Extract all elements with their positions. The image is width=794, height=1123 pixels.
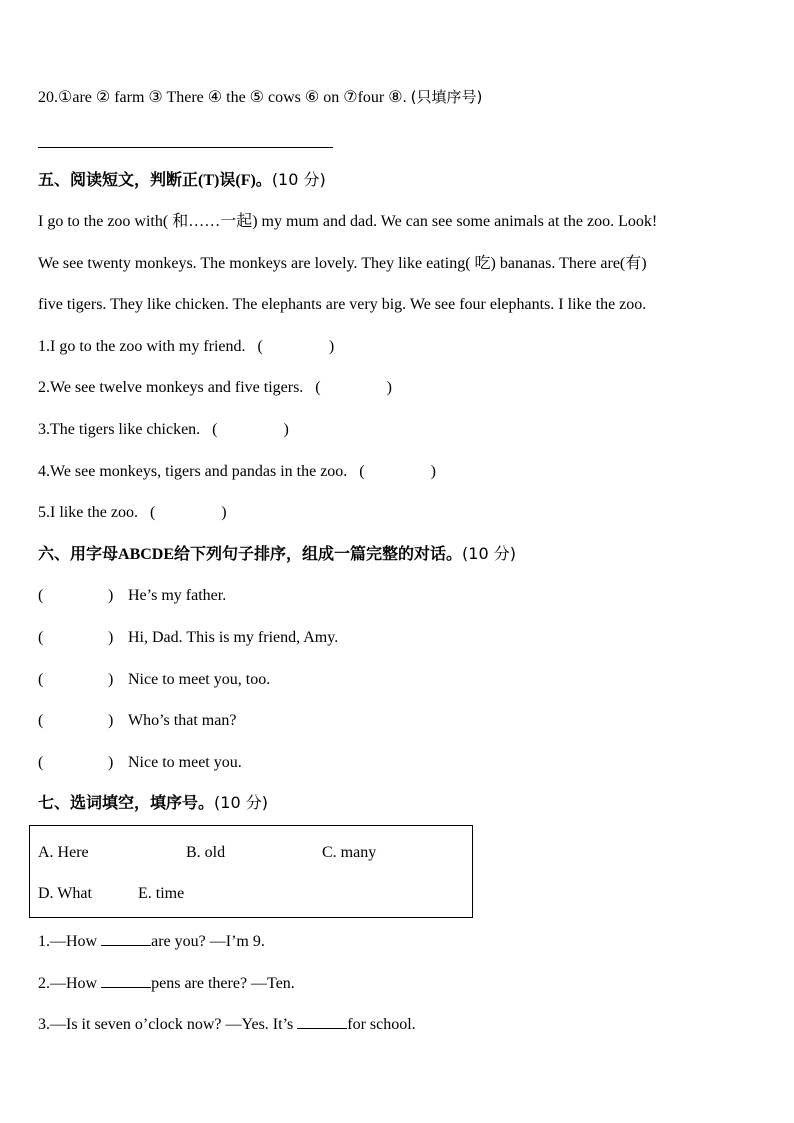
judge-item-3 [38, 420, 289, 440]
section-6-title-abcde: ABCDE [118, 546, 175, 563]
answer-paren-open: ( [315, 379, 321, 396]
judge-item-5 [38, 503, 227, 523]
order-sentence: Who’s that man? [128, 712, 237, 729]
order-paren-close: ) [108, 712, 114, 729]
judge-item-2 [38, 378, 392, 398]
order-row-1 [38, 586, 226, 606]
option-e: E. time [138, 885, 185, 902]
question-20 [38, 87, 482, 108]
answer-paren-close: ) [283, 421, 289, 438]
fill-item-3 [38, 1014, 416, 1035]
order-sentence: Nice to meet you, too. [128, 671, 271, 688]
order-paren-open[interactable]: ( [38, 587, 44, 604]
word-options-box [29, 825, 473, 918]
order-paren-open[interactable]: ( [38, 712, 44, 729]
fill-item-before: 3.—Is it seven o’clock now? —Yes. It’s [38, 1016, 298, 1033]
order-row-4 [38, 711, 236, 731]
answer-paren-open: ( [149, 504, 156, 521]
fill-item-after: are you? —I’m 9. [151, 933, 265, 950]
order-sentence: Nice to meet you. [128, 754, 242, 771]
section-7-title [38, 793, 268, 813]
answer-paren-close: ) [221, 504, 227, 521]
order-row-3 [38, 670, 270, 690]
question-20-number: 20. [38, 89, 58, 106]
section-6-title-b: 给下列句子排序，组成一篇完整的对话。 [174, 544, 463, 563]
section-6-title [38, 544, 516, 565]
fill-item-after: pens are there? —Ten. [151, 975, 295, 992]
fill-item-2 [38, 973, 295, 994]
section-7-title-text: 七、选词填空，填序号。 [38, 793, 215, 812]
option-b: B. old [186, 844, 226, 861]
order-paren-open[interactable]: ( [38, 671, 44, 688]
section-5-title [38, 170, 326, 191]
judge-item-text: 3.The tigers like chicken. [38, 421, 201, 438]
section-5-title-t: (T) [198, 172, 220, 189]
order-paren-close: ) [108, 754, 114, 771]
fill-blank[interactable] [297, 1014, 347, 1029]
answer-paren-open: ( [212, 421, 218, 438]
fill-item-1 [38, 931, 265, 952]
fill-blank[interactable] [101, 973, 151, 988]
answer-paren-close: ) [386, 379, 392, 396]
judge-item-text: 1.I go to the zoo with my friend. [38, 338, 246, 355]
order-row-5 [38, 753, 242, 773]
fill-item-after: for school. [347, 1016, 416, 1033]
option-d: D. What [38, 885, 92, 902]
fill-item-before: 1.—How [38, 933, 102, 950]
answer-paren-open: ( [257, 338, 263, 355]
section-6-score: (10 分) [462, 544, 516, 563]
judge-item-1 [38, 337, 334, 357]
order-paren-open[interactable]: ( [38, 629, 44, 646]
order-paren-close: ) [108, 587, 114, 604]
judge-item-text: 5.I like the zoo. [38, 504, 138, 521]
order-sentence: He’s my father. [128, 587, 227, 604]
order-paren-open[interactable]: ( [38, 754, 44, 771]
answer-paren-close: ) [328, 338, 335, 355]
fill-item-before: 2.—How [38, 975, 102, 992]
section-5-title-f: (F) [235, 172, 256, 189]
fill-blank[interactable] [101, 931, 151, 946]
judge-item-text: 4.We see monkeys, tigers and pandas in the zoo. [38, 463, 348, 480]
section-5-title-b: 误 [219, 170, 236, 189]
passage-line-3: five tigers. They like chicken. The elephants are very big. We see four elephants. I like the zoo. [38, 296, 647, 313]
section-5-title-c: 。 [255, 170, 272, 189]
question-20-note: (只填序号) [410, 88, 483, 106]
option-a: A. Here [38, 844, 89, 861]
section-6-title-a: 六、用字母 [38, 544, 119, 563]
judge-item-text: 2.We see twelve monkeys and five tigers. [38, 379, 304, 396]
passage-line-1: I go to the zoo with( 和……一起) my mum and dad. We can see some animals at the zoo. Look! [38, 213, 658, 230]
section-5-score: (10 分) [271, 170, 326, 189]
option-c: C. many [322, 844, 377, 861]
answer-paren-close: ) [430, 463, 436, 480]
order-sentence: Hi, Dad. This is my friend, Amy. [128, 629, 339, 646]
order-paren-close: ) [108, 671, 114, 688]
order-paren-close: ) [108, 629, 114, 646]
section-7-score: (10 分) [214, 793, 268, 812]
section-5-title-a: 五、阅读短文，判断正 [38, 170, 199, 189]
answer-line-20[interactable] [38, 147, 333, 148]
passage-line-2: We see twenty monkeys. The monkeys are lovely. They like eating( 吃) bananas. There are(有) [38, 255, 647, 272]
order-row-2 [38, 628, 338, 648]
judge-item-4 [38, 462, 436, 482]
answer-paren-open: ( [359, 463, 365, 480]
question-20-words: ①are ② farm ③ There ④ the ⑤ cows ⑥ on ⑦four ⑧. [58, 89, 407, 106]
